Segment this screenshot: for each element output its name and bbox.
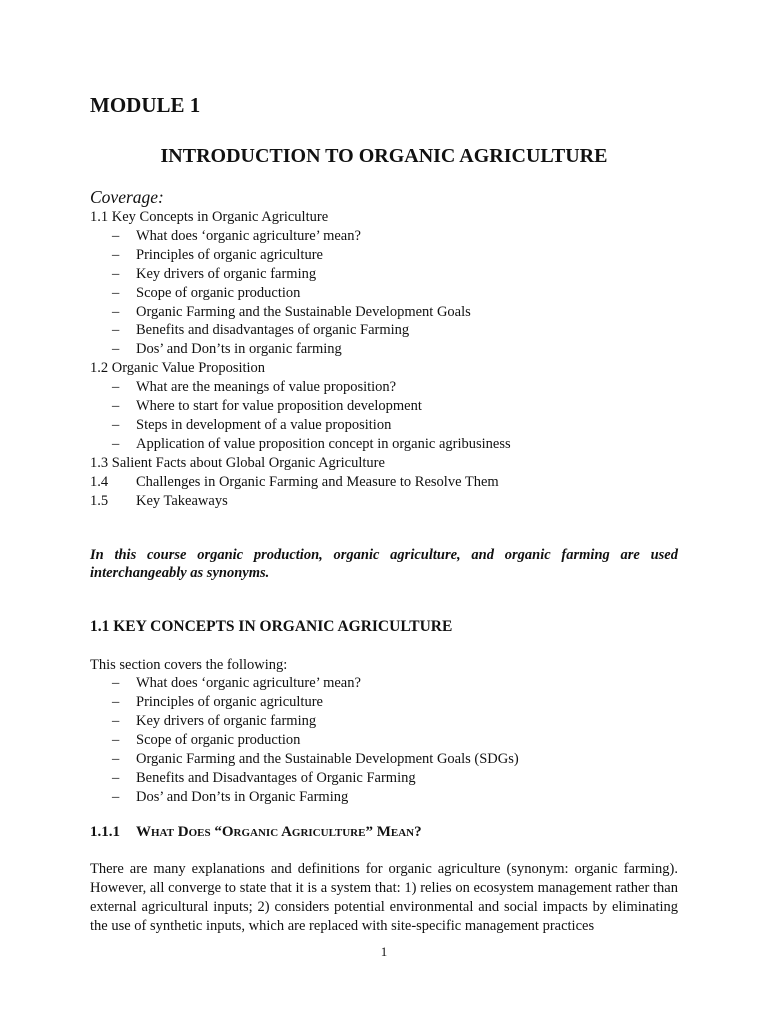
section-1-1-intro: This section covers the following: xyxy=(90,656,288,673)
coverage-section xyxy=(90,492,678,511)
list-item-text: What are the meanings of value proposition? xyxy=(136,379,397,396)
coverage-heading: Coverage: xyxy=(90,187,164,207)
list-item xyxy=(90,378,678,397)
module-label: MODULE 1 xyxy=(90,93,201,117)
dash-bullet: – xyxy=(112,303,120,320)
list-item xyxy=(90,397,678,416)
coverage-section-label: Key Takeaways xyxy=(136,492,228,509)
list-item xyxy=(90,265,678,284)
list-item xyxy=(90,750,678,769)
page-content xyxy=(90,92,678,936)
list-item-text: Scope of organic production xyxy=(136,732,301,749)
dash-bullet: – xyxy=(112,227,120,244)
coverage-section-label: 1.1 Key Concepts in Organic Agriculture xyxy=(90,209,329,225)
list-item-text: Benefits and Disadvantages of Organic Farming xyxy=(136,769,416,786)
coverage-section-label: 1.3 Salient Facts about Global Organic Agriculture xyxy=(90,454,385,471)
list-item xyxy=(90,227,678,246)
body-paragraph: There are many explanations and definitions for organic agriculture (synonym: organic farming). However, all converge to state that it is a system that: 1) relies on ecosystem management rather than external agricultural inputs; 2) considers potential environmental and social impacts by eliminating the use of synthetic inputs, which are replaced with site-specific management practices xyxy=(90,860,678,934)
dash-bullet: – xyxy=(112,675,120,692)
list-item xyxy=(90,731,678,750)
list-item-text: Benefits and disadvantages of organic Farming xyxy=(136,322,410,339)
list-item xyxy=(90,693,678,712)
dash-bullet: – xyxy=(112,379,120,396)
dash-bullet: – xyxy=(112,416,120,433)
list-item xyxy=(90,435,678,454)
synonyms-note: In this course organic production, organic agriculture, and organic farming are used interchangeably as synonyms. xyxy=(90,546,678,581)
coverage-list xyxy=(90,208,678,511)
document-title: INTRODUCTION TO ORGANIC AGRICULTURE xyxy=(160,145,608,167)
list-item xyxy=(90,340,678,359)
list-item xyxy=(90,788,678,807)
dash-bullet: – xyxy=(112,246,120,263)
dash-bullet: – xyxy=(112,751,120,768)
list-item xyxy=(90,284,678,303)
list-item-text: Principles of organic agriculture xyxy=(136,694,323,711)
list-item-text: What does ‘organic agriculture’ mean? xyxy=(136,227,361,244)
coverage-section xyxy=(90,473,678,492)
list-item-text: Steps in development of a value proposition xyxy=(136,416,392,433)
list-item-text: Scope of organic production xyxy=(136,284,301,301)
dash-bullet: – xyxy=(112,435,120,452)
dash-bullet: – xyxy=(112,284,120,301)
dash-bullet: – xyxy=(112,769,120,786)
list-item xyxy=(90,246,678,265)
subsection-title: What Does “Organic Agriculture” Mean? xyxy=(136,823,422,840)
coverage-section-number: 1.4 xyxy=(90,473,109,490)
dash-bullet: – xyxy=(112,322,120,339)
dash-bullet: – xyxy=(112,694,120,711)
coverage-section-number: 1.5 xyxy=(90,492,109,509)
coverage-section-label: 1.2 Organic Value Proposition xyxy=(90,360,266,377)
coverage-section-label: Challenges in Organic Farming and Measure to Resolve Them xyxy=(136,473,499,490)
list-item-text: Dos’ and Don’ts in organic farming xyxy=(136,341,342,358)
dash-bullet: – xyxy=(112,713,120,730)
subsection-number: 1.1.1 xyxy=(90,823,120,840)
subsection-1-1-1-heading xyxy=(90,822,678,842)
section-1-1-list xyxy=(90,674,678,806)
section-1-1-heading: 1.1 KEY CONCEPTS IN ORGANIC AGRICULTURE xyxy=(90,617,453,635)
list-item xyxy=(90,321,678,340)
list-item xyxy=(90,674,678,693)
list-item xyxy=(90,416,678,435)
list-item-text: Where to start for value proposition development xyxy=(136,398,422,415)
list-item-text: Organic Farming and the Sustainable Development Goals (SDGs) xyxy=(136,751,519,768)
list-item-text: Dos’ and Don’ts in Organic Farming xyxy=(136,788,349,805)
list-item xyxy=(90,769,678,788)
list-item-text: Key drivers of organic farming xyxy=(136,713,317,730)
list-item-text: What does ‘organic agriculture’ mean? xyxy=(136,675,361,692)
list-item-text: Key drivers of organic farming xyxy=(136,265,317,282)
dash-bullet: – xyxy=(112,788,120,805)
dash-bullet: – xyxy=(112,732,120,749)
list-item-text: Application of value proposition concept in organic agribusiness xyxy=(136,435,511,452)
dash-bullet: – xyxy=(112,265,120,282)
list-item-text: Principles of organic agriculture xyxy=(136,246,323,263)
dash-bullet: – xyxy=(112,398,120,415)
list-item xyxy=(90,712,678,731)
list-item-text: Organic Farming and the Sustainable Development Goals xyxy=(136,303,471,320)
list-item xyxy=(90,303,678,322)
page-number: 1 xyxy=(380,944,388,959)
dash-bullet: – xyxy=(112,341,120,358)
